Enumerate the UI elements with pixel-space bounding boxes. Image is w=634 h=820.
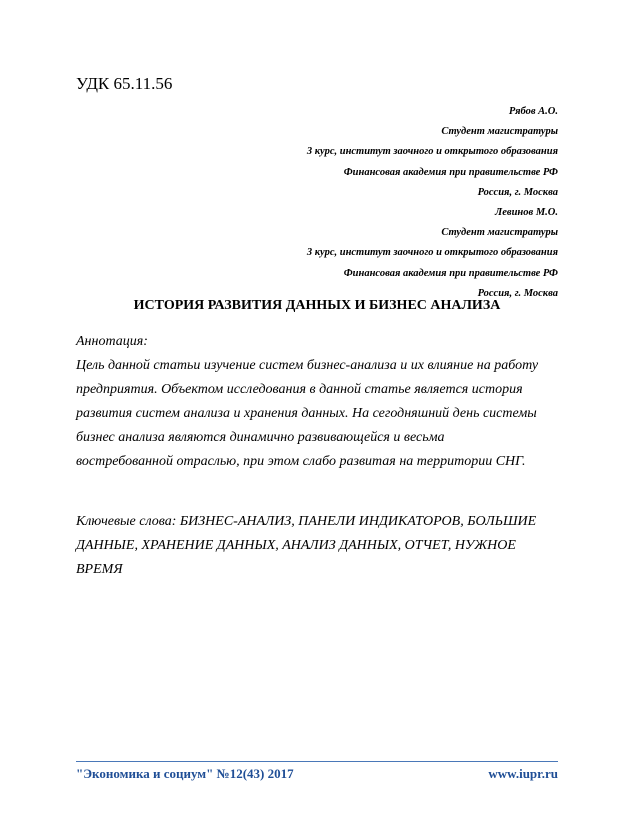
- udk-code: УДК 65.11.56: [76, 74, 173, 93]
- keywords-line: ВРЕМЯ: [76, 562, 123, 577]
- author-2-name: Левинов М.О.: [495, 207, 558, 219]
- footer-journal: "Экономика и социум" №12(43) 2017: [76, 766, 294, 781]
- author-2-course: 3 курс, институт заочного и открытого образования: [306, 247, 558, 259]
- footer-website-link[interactable]: www.iupr.ru: [488, 766, 558, 781]
- annotation-line: Цель данной статьи изучение систем бизнес-анализа и их влияние на работу: [76, 358, 539, 373]
- author-2-organization: Финансовая академия при правительстве РФ: [343, 267, 558, 279]
- annotation-section: [76, 330, 562, 474]
- author-2-status: Студент магистратуры: [441, 227, 558, 239]
- keywords-line: Ключевые слова: БИЗНЕС-АНАЛИЗ, ПАНЕЛИ ИНДИКАТОРОВ, БОЛЬШИЕ: [76, 514, 537, 529]
- article-title: ИСТОРИЯ РАЗВИТИЯ ДАННЫХ И БИЗНЕС АНАЛИЗА: [133, 298, 501, 313]
- annotation-line: бизнес анализа являются динамично развивающейся и весьма: [76, 430, 445, 445]
- author-1-organization: Финансовая академия при правительстве РФ: [343, 166, 558, 178]
- author-1-name: Рябов А.О.: [508, 106, 558, 117]
- annotation-line: развития систем анализа и хранения данных. На сегодняшний день системы: [76, 406, 537, 421]
- annotation-line: предприятия. Объектом исследования в данной статье является история: [76, 382, 523, 397]
- author-1-status: Студент магистратуры: [441, 126, 558, 138]
- keywords-section: [76, 510, 562, 582]
- footer-divider: [76, 761, 558, 762]
- annotation-line: востребованной отраслью, при этом слабо развитая на территории СНГ.: [76, 454, 526, 469]
- annotation-heading: Аннотация:: [76, 334, 148, 349]
- keywords-line: ДАННЫЕ, ХРАНЕНИЕ ДАННЫХ, АНАЛИЗ ДАННЫХ, ОТЧЕТ, НУЖНОЕ: [76, 538, 516, 553]
- author-1-location: Россия, г. Москва: [477, 186, 558, 198]
- author-2-location: Россия, г. Москва: [477, 287, 558, 299]
- author-1-course: 3 курс, институт заочного и открытого образования: [306, 146, 558, 158]
- author-block: [76, 102, 558, 304]
